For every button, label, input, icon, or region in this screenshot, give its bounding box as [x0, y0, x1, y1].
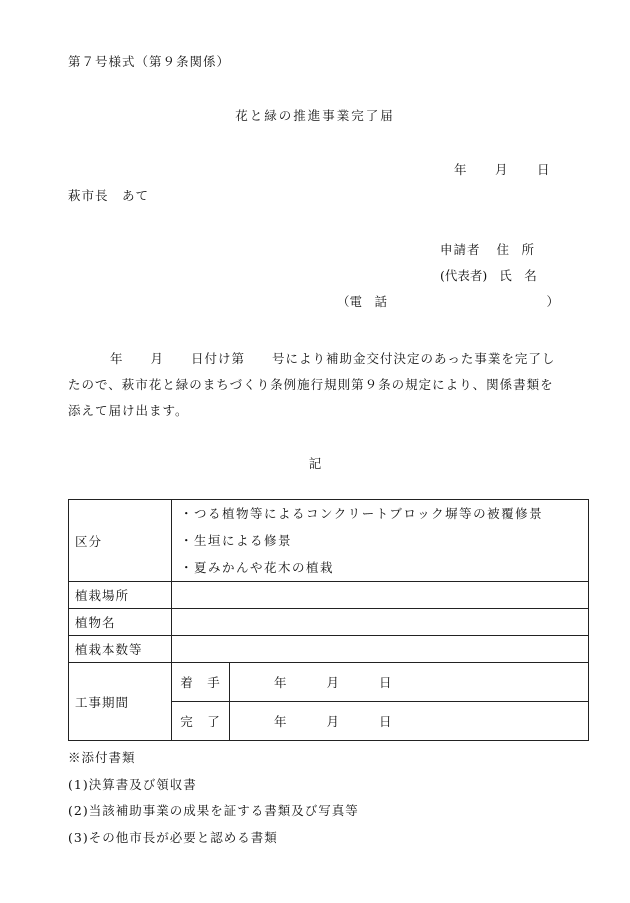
- start-month-label: 月: [326, 675, 341, 690]
- quantity-row: [69, 636, 589, 663]
- applicant-label: 申請者: [440, 242, 481, 257]
- end-day-label: 日: [379, 714, 393, 729]
- category-label: 区分: [69, 500, 172, 582]
- attachment-item: (3)その他市長が必要と認める書類: [68, 830, 278, 845]
- body-paragraph: 年 月 日付け第 号により補助金交付決定のあった事業を完了したので、萩市花と緑のまちづくり条例施行規則第９条の規定により、関係書類を添えて届け出ます。: [68, 351, 556, 418]
- plant-name-row: [69, 609, 589, 636]
- start-year-label: 年: [274, 675, 288, 690]
- end-year-label: 年: [274, 714, 288, 729]
- attachments-title: ※添付書類: [68, 750, 136, 765]
- plant-name-value: [172, 609, 589, 636]
- representative-label: (代表者): [440, 268, 488, 283]
- end-label: 完 了: [172, 702, 230, 741]
- category-item: ・夏みかんや花木の植栽: [180, 560, 335, 575]
- category-items-cell: [172, 500, 589, 582]
- location-value: [172, 582, 589, 609]
- phone-label: （電 話: [337, 294, 388, 309]
- location-row: [69, 582, 589, 609]
- section-heading: 記: [308, 456, 322, 471]
- category-item: ・生垣による修景: [180, 533, 293, 548]
- address-field-label: 住 所: [496, 242, 535, 257]
- period-label: 工事期間: [69, 663, 172, 741]
- applicant-address-line: [440, 240, 534, 258]
- end-date: [230, 702, 589, 741]
- quantity-label: 植栽本数等: [69, 636, 172, 663]
- addressee: 萩市長 あて: [68, 188, 150, 203]
- category-row: [69, 500, 589, 582]
- phone-line: [337, 292, 559, 310]
- detail-table: [68, 499, 589, 741]
- start-day-label: 日: [379, 675, 393, 690]
- applicant-name-line: [440, 266, 537, 284]
- start-label: 着 手: [172, 663, 230, 702]
- name-field-label: 氏 名: [499, 268, 537, 283]
- location-label: 植栽場所: [69, 582, 172, 609]
- end-month-label: 月: [326, 714, 341, 729]
- period-start-row: [69, 663, 589, 702]
- attachment-item: (2)当該補助事業の成果を証する書類及び写真等: [68, 803, 359, 818]
- date-month-label: 月: [495, 162, 508, 177]
- date-year-label: 年: [454, 162, 467, 177]
- plant-name-label: 植物名: [69, 609, 172, 636]
- quantity-value: [172, 636, 589, 663]
- phone-close-paren: ）: [546, 294, 559, 309]
- attachment-item: (1)決算書及び領収書: [68, 777, 197, 792]
- form-number: 第７号様式（第９条関係）: [68, 54, 231, 69]
- category-item: ・つる植物等によるコンクリートブロック塀等の被覆修景: [180, 506, 544, 521]
- document-title: 花と緑の推進事業完了届: [235, 108, 395, 123]
- start-date: [230, 663, 589, 702]
- date-day-label: 日: [537, 162, 550, 177]
